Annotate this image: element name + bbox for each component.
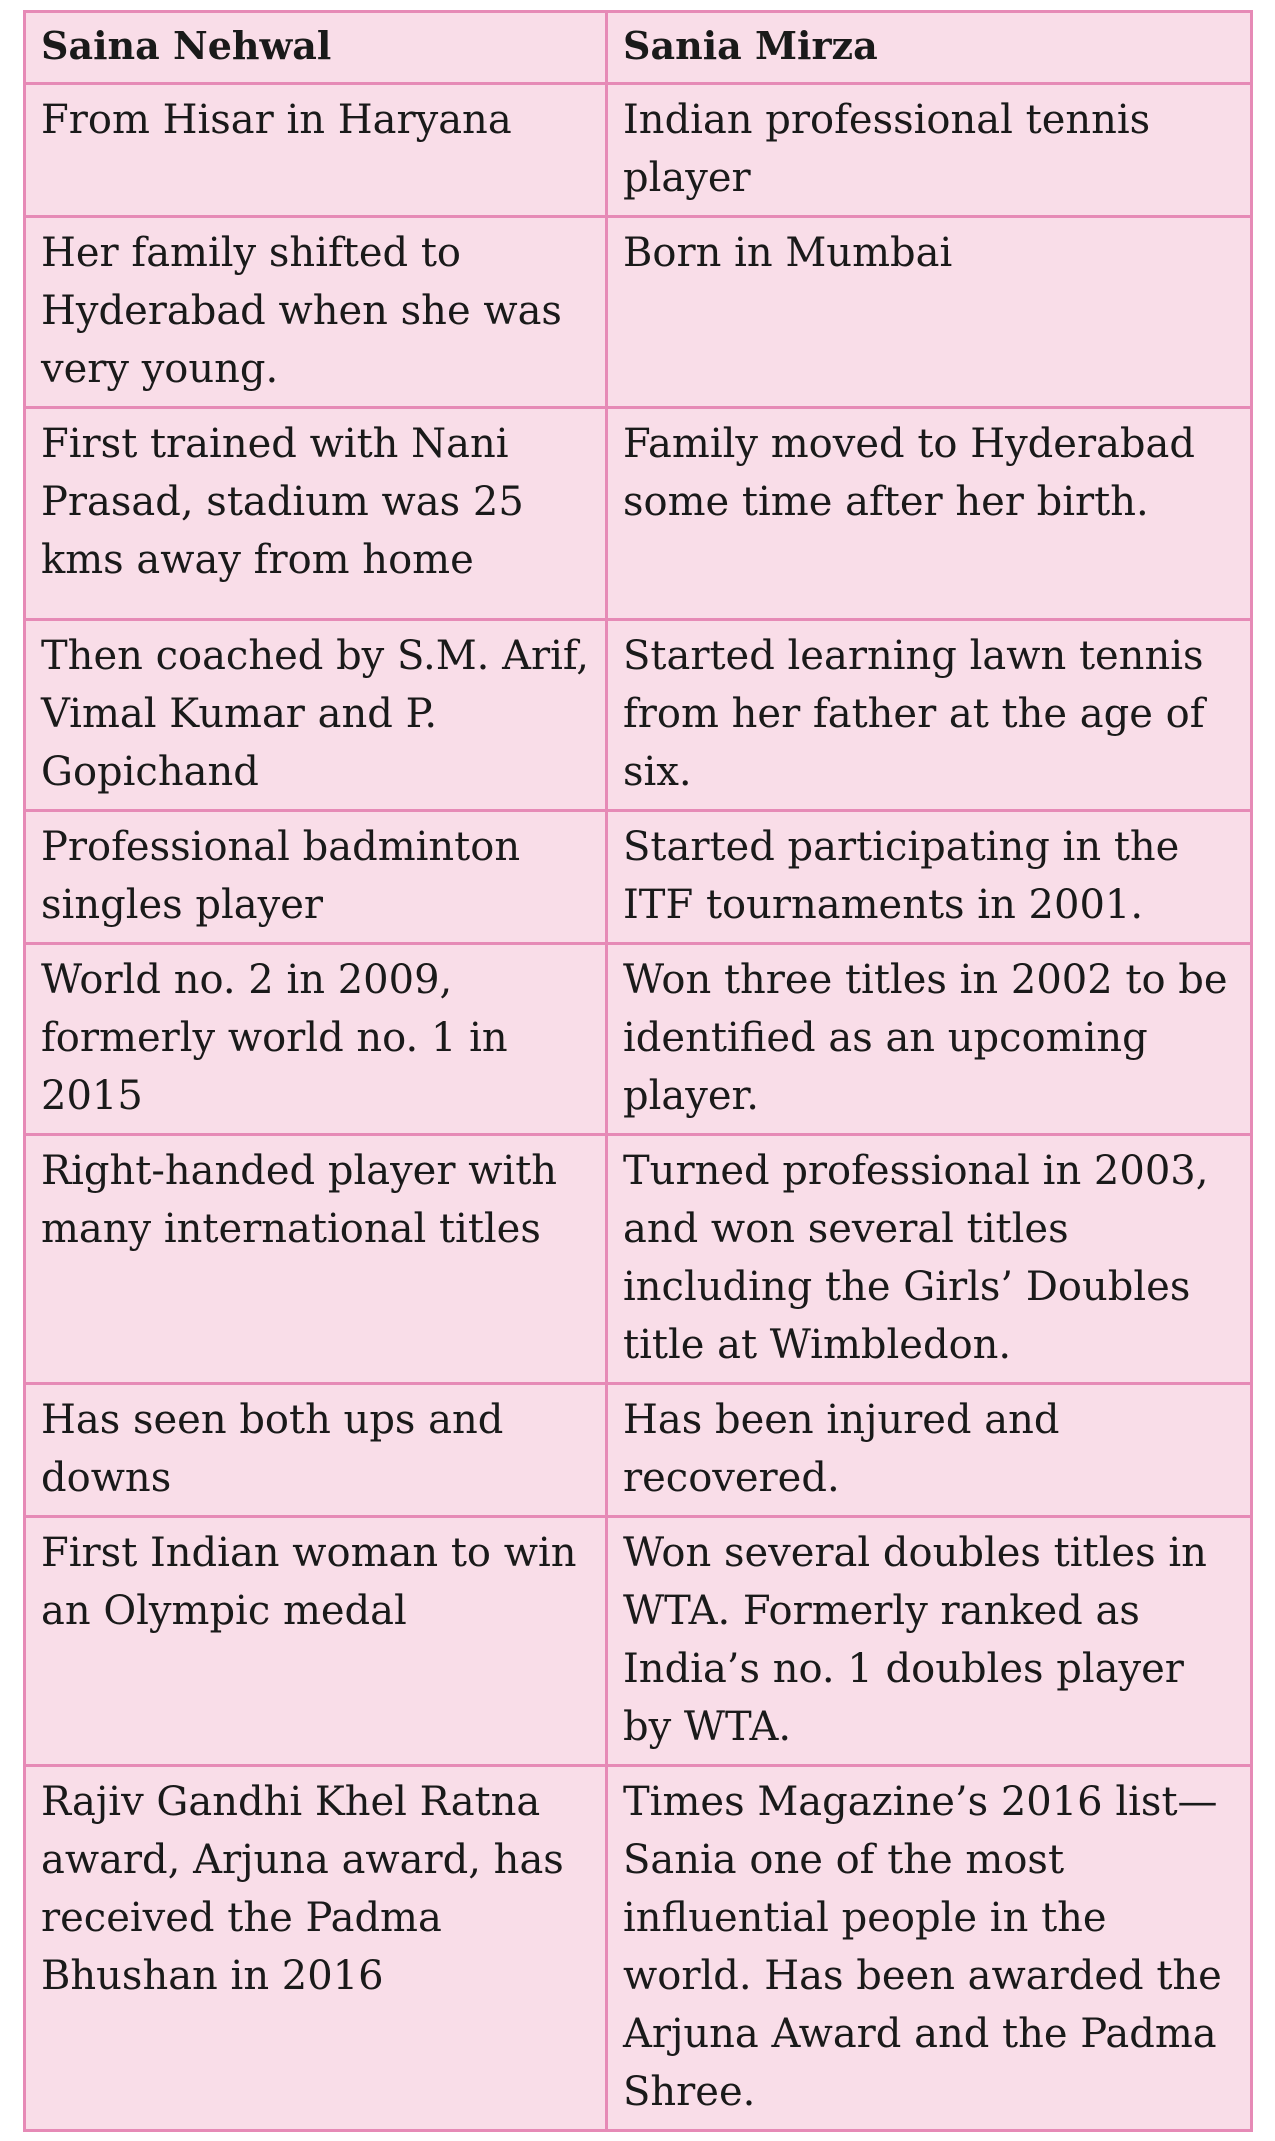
table-row xyxy=(25,1135,1252,1384)
header-saina-nehwal: Saina Nehwal xyxy=(25,12,607,84)
saina-cell: Right-handed player with many international titles xyxy=(25,1135,607,1384)
table-row xyxy=(25,1766,1252,2131)
sania-cell: Won three titles in 2002 to be identified as an upcoming player. xyxy=(607,944,1252,1135)
saina-cell: Then coached by S.M. Arif, Vimal Kumar and P. Gopichand xyxy=(25,620,607,811)
table-row xyxy=(25,811,1252,944)
comparison-table-container xyxy=(23,10,1250,2132)
header-row xyxy=(25,12,1252,84)
table-row xyxy=(25,408,1252,620)
table-row xyxy=(25,84,1252,217)
sania-cell: Started learning lawn tennis from her father at the age of six. xyxy=(607,620,1252,811)
sania-cell: Times Magazine’s 2016 list—Sania one of the most influential people in the world. Has been awarded the Arjuna Award and the Padma Shree. xyxy=(607,1766,1252,2131)
saina-cell: Her family shifted to Hyderabad when she was very young. xyxy=(25,217,607,408)
table-row xyxy=(25,1517,1252,1766)
saina-cell: Rajiv Gandhi Khel Ratna award, Arjuna award, has received the Padma Bhushan in 2016 xyxy=(25,1766,607,2131)
saina-cell: First trained with Nani Prasad, stadium was 25 kms away from home xyxy=(25,408,607,620)
table-row xyxy=(25,217,1252,408)
table-row xyxy=(25,1384,1252,1517)
sania-cell: Family moved to Hyderabad some time after her birth. xyxy=(607,408,1252,620)
saina-cell: Professional badminton singles player xyxy=(25,811,607,944)
saina-cell: From Hisar in Haryana xyxy=(25,84,607,217)
sania-cell: Indian professional tennis player xyxy=(607,84,1252,217)
table-row xyxy=(25,620,1252,811)
table-row xyxy=(25,944,1252,1135)
sania-cell: Born in Mumbai xyxy=(607,217,1252,408)
header-sania-mirza: Sania Mirza xyxy=(607,12,1252,84)
sania-cell: Turned professional in 2003, and won several titles including the Girls’ Doubles title at Wimbledon. xyxy=(607,1135,1252,1384)
comparison-table xyxy=(23,10,1253,2132)
saina-cell: First Indian woman to win an Olympic medal xyxy=(25,1517,607,1766)
sania-cell: Started participating in the ITF tournaments in 2001. xyxy=(607,811,1252,944)
sania-cell: Has been injured and recovered. xyxy=(607,1384,1252,1517)
sania-cell: Won several doubles titles in WTA. Formerly ranked as India’s no. 1 doubles player by WTA. xyxy=(607,1517,1252,1766)
saina-cell: Has seen both ups and downs xyxy=(25,1384,607,1517)
saina-cell: World no. 2 in 2009, formerly world no. 1 in 2015 xyxy=(25,944,607,1135)
